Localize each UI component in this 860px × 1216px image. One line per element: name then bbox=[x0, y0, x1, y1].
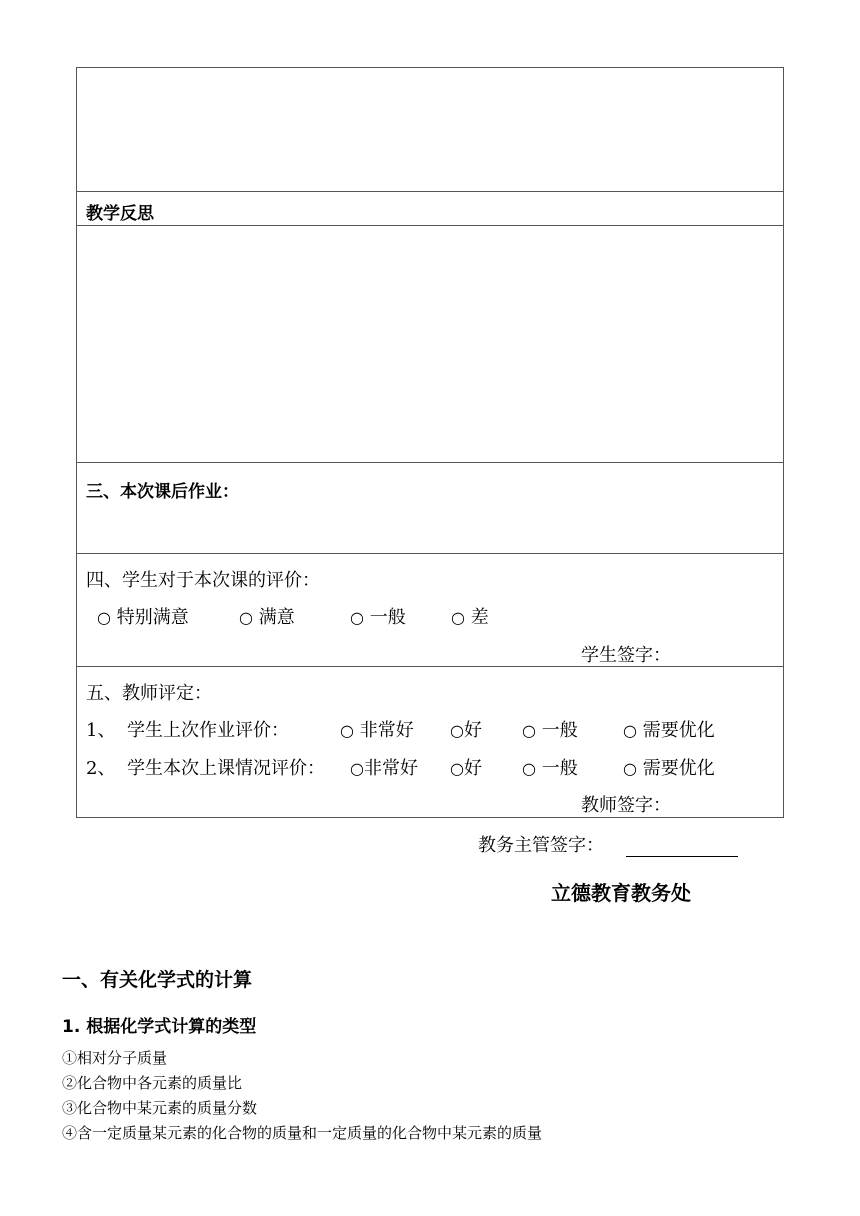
teacher-eval-row2-label: 学生本次上课情况评价： bbox=[127, 758, 325, 779]
radio-circle-icon: ○ bbox=[350, 608, 364, 627]
student-option-satisfied[interactable]: ○ 满意 bbox=[239, 607, 295, 628]
teacher-eval-row1-number: 1、 bbox=[86, 720, 116, 741]
radio-circle-icon: ○ bbox=[522, 759, 536, 778]
blank-content-area bbox=[77, 68, 783, 192]
department-name: 立德教育教务处 bbox=[551, 881, 691, 905]
row1-option-average[interactable]: ○ 一般 bbox=[522, 720, 578, 741]
radio-circle-icon: ○ bbox=[350, 759, 364, 778]
homework-row bbox=[77, 463, 783, 554]
homework-label: 三、本次课后作业： bbox=[86, 482, 239, 502]
signature-blank-line[interactable] bbox=[626, 838, 738, 857]
teacher-eval-title: 五、教师评定： bbox=[86, 683, 212, 704]
radio-circle-icon: ○ bbox=[451, 608, 465, 627]
reflection-header-row bbox=[77, 192, 783, 226]
row1-option-needs-improvement[interactable]: ○ 需要优化 bbox=[623, 720, 715, 741]
radio-circle-icon: ○ bbox=[623, 759, 637, 778]
teacher-evaluation-row bbox=[77, 667, 783, 817]
list-item: ②化合物中各元素的质量比 bbox=[62, 1074, 243, 1092]
supervisor-signature-line bbox=[478, 831, 738, 857]
row1-option-very-good[interactable]: ○ 非常好 bbox=[340, 720, 414, 741]
student-eval-title: 四、学生对于本次课的评价： bbox=[86, 570, 320, 591]
row2-option-needs-improvement[interactable]: ○ 需要优化 bbox=[623, 758, 715, 779]
radio-circle-icon: ○ bbox=[340, 721, 354, 740]
student-option-average[interactable]: ○ 一般 bbox=[350, 607, 406, 628]
reflection-content-area bbox=[77, 226, 783, 463]
teacher-signature-label: 教师签字： bbox=[581, 795, 671, 816]
radio-circle-icon: ○ bbox=[97, 608, 111, 627]
list-item: ③化合物中某元素的质量分数 bbox=[62, 1099, 258, 1117]
radio-circle-icon: ○ bbox=[450, 721, 464, 740]
list-item: ①相对分子质量 bbox=[62, 1049, 168, 1067]
supervisor-signature-label: 教务主管签字： bbox=[478, 835, 604, 856]
student-option-poor[interactable]: ○ 差 bbox=[451, 607, 489, 628]
row2-option-good[interactable]: ○好 bbox=[450, 758, 482, 779]
radio-circle-icon: ○ bbox=[623, 721, 637, 740]
radio-circle-icon: ○ bbox=[522, 721, 536, 740]
student-signature-label: 学生签字： bbox=[581, 645, 671, 666]
radio-circle-icon: ○ bbox=[450, 759, 464, 778]
radio-circle-icon: ○ bbox=[239, 608, 253, 627]
section-heading: 一、有关化学式的计算 bbox=[62, 969, 253, 991]
lesson-form-table bbox=[76, 67, 784, 818]
student-option-very-satisfied[interactable]: ○ 特别满意 bbox=[97, 607, 189, 628]
row2-option-average[interactable]: ○ 一般 bbox=[522, 758, 578, 779]
row1-option-good[interactable]: ○好 bbox=[450, 720, 482, 741]
student-evaluation-row bbox=[77, 554, 783, 667]
reflection-label: 教学反思 bbox=[86, 204, 154, 224]
list-item: ④含一定质量某元素的化合物的质量和一定质量的化合物中某元素的质量 bbox=[62, 1124, 543, 1142]
section-subheading: 1. 根据化学式计算的类型 bbox=[62, 1017, 257, 1037]
row2-option-very-good[interactable]: ○非常好 bbox=[350, 758, 418, 779]
teacher-eval-row2-number: 2、 bbox=[86, 758, 116, 779]
teacher-eval-row1-label: 学生上次作业评价： bbox=[127, 720, 289, 741]
